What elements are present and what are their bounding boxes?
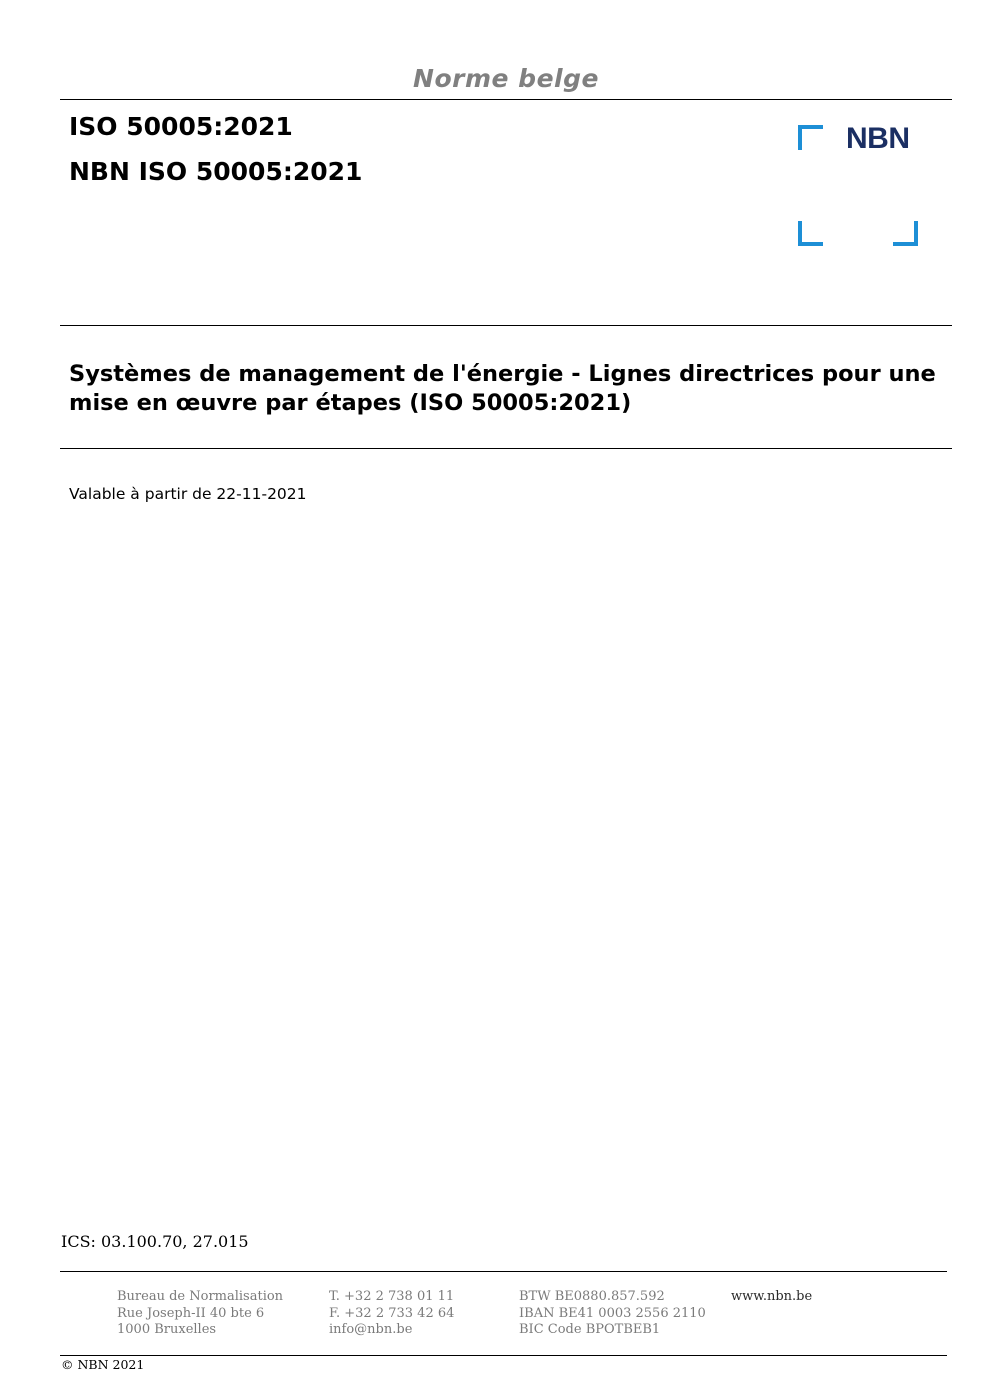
document-title: Systèmes de management de l'énergie - Lignes directrices pour une mise en œuvre par étapes (ISO 50005:2021) xyxy=(69,361,936,416)
address-line: 1000 Bruxelles xyxy=(117,1322,217,1337)
document-type-banner: Norme belge xyxy=(413,64,599,93)
footer-bank xyxy=(519,1289,706,1339)
iso-reference: ISO 50005:2021 xyxy=(69,112,293,141)
footer-contact xyxy=(329,1289,454,1339)
divider-title-top xyxy=(60,325,952,326)
nbn-logo xyxy=(796,122,920,246)
website-link[interactable]: www.nbn.be xyxy=(731,1289,813,1304)
divider-footer-bottom xyxy=(60,1355,947,1356)
email-link[interactable]: info@nbn.be xyxy=(329,1322,413,1337)
divider-footer-top xyxy=(60,1271,947,1272)
iban: IBAN BE41 0003 2556 2110 xyxy=(519,1305,706,1321)
logo-bracket-bottom-right xyxy=(893,221,918,246)
logo-text: NBN xyxy=(846,122,910,155)
phone-number: T. +32 2 738 01 11 xyxy=(329,1289,455,1304)
logo-bracket-bottom-left xyxy=(798,221,823,246)
divider-title-bottom xyxy=(60,448,952,449)
vat-number: BTW BE0880.857.592 xyxy=(519,1289,665,1304)
nbn-reference: NBN ISO 50005:2021 xyxy=(69,157,363,186)
address-line: Rue Joseph-II 40 bte 6 xyxy=(117,1305,265,1321)
fax-number: F. +32 2 733 42 64 xyxy=(329,1305,455,1321)
validity-date: Valable à partir de 22-11-2021 xyxy=(69,485,307,503)
copyright: © NBN 2021 xyxy=(61,1357,145,1372)
footer-address xyxy=(117,1289,283,1339)
divider-top xyxy=(60,99,952,100)
address-line: Bureau de Normalisation xyxy=(117,1289,284,1304)
bic-code: BIC Code BPOTBEB1 xyxy=(519,1322,661,1337)
logo-bracket-top-left xyxy=(798,125,823,150)
ics-codes: ICS: 03.100.70, 27.015 xyxy=(61,1232,249,1251)
footer-website xyxy=(731,1289,812,1306)
